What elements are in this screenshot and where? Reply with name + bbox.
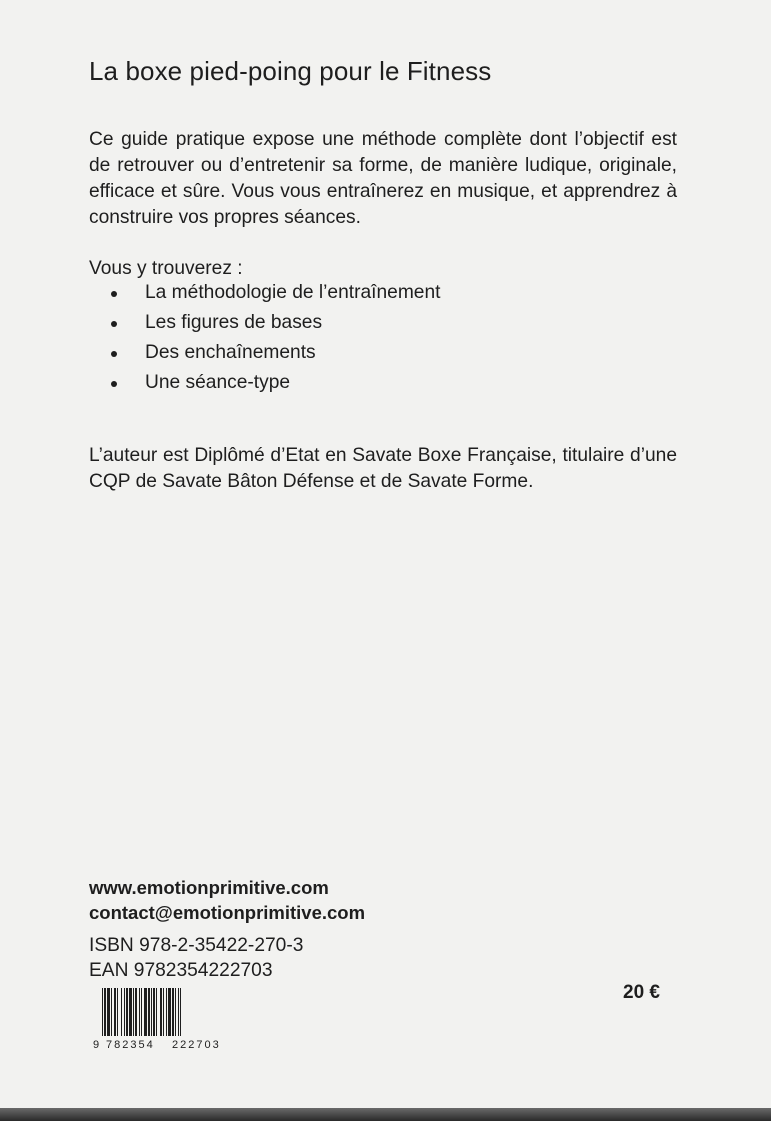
bullet-icon bbox=[111, 291, 117, 297]
barcode-bar bbox=[139, 988, 140, 1036]
page-bottom-edge bbox=[0, 1108, 771, 1121]
barcode-icon bbox=[92, 988, 242, 1050]
barcode-bar bbox=[175, 988, 176, 1036]
barcode-bar bbox=[124, 988, 125, 1036]
barcode-bar bbox=[156, 988, 157, 1036]
email-link[interactable]: contact@emotionprimitive.com bbox=[89, 902, 366, 923]
feature-label: Les figures de bases bbox=[145, 312, 323, 333]
barcode-bars bbox=[102, 988, 181, 1036]
list-item bbox=[108, 280, 440, 310]
features-intro: Vous y trouverez : bbox=[89, 258, 243, 279]
feature-label: Une séance-type bbox=[145, 372, 291, 393]
barcode-bar bbox=[117, 988, 118, 1036]
barcode-bar bbox=[148, 988, 150, 1036]
barcode-bar bbox=[172, 988, 174, 1036]
barcode-bar bbox=[126, 988, 128, 1036]
book-title: La boxe pied-poing pour le Fitness bbox=[89, 56, 492, 86]
barcode-bar bbox=[151, 988, 152, 1036]
barcode-bar bbox=[166, 988, 167, 1036]
barcode-bar bbox=[107, 988, 110, 1036]
barcode-bar bbox=[129, 988, 132, 1036]
barcode-digit-first: 9 bbox=[93, 1039, 100, 1050]
barcode-bar bbox=[104, 988, 106, 1036]
barcode-bar bbox=[135, 988, 137, 1036]
author-note: L’auteur est Diplômé d’Etat en Savate Boxe Française, titulaire d’une CQP de Savate Bâton Défense et de Savate Forme. bbox=[89, 445, 677, 492]
website-link[interactable]: www.emotionprimitive.com bbox=[89, 877, 329, 898]
barcode-bar bbox=[160, 988, 162, 1036]
barcode-bar bbox=[144, 988, 147, 1036]
book-description: Ce guide pratique expose une méthode complète dont l’objectif est de retrouver ou d’entretenir sa forme, de manière ludique, originale, efficace et sûre. Vous vous entraînerez en musique, et apprendrez à construire vos propres séances. bbox=[89, 129, 677, 228]
features-list bbox=[108, 280, 440, 400]
barcode-bar bbox=[114, 988, 116, 1036]
isbn-text: ISBN 978-2-35422-270-3 bbox=[89, 935, 304, 956]
identifiers-block bbox=[89, 933, 303, 983]
contact-block bbox=[89, 875, 365, 925]
ean-text: EAN 9782354222703 bbox=[89, 960, 273, 981]
barcode-bar bbox=[168, 988, 171, 1036]
barcode-bar bbox=[163, 988, 164, 1036]
barcode-digits-left: 782354 bbox=[106, 1039, 155, 1050]
barcode-bar bbox=[111, 988, 112, 1036]
bullet-icon bbox=[111, 381, 117, 387]
barcode-bar bbox=[102, 988, 103, 1036]
barcode-digits-right: 222703 bbox=[172, 1039, 221, 1050]
bullet-icon bbox=[111, 321, 117, 327]
bullet-icon bbox=[111, 351, 117, 357]
list-item bbox=[108, 310, 440, 340]
barcode-bar bbox=[141, 988, 142, 1036]
list-item bbox=[108, 370, 440, 400]
barcode-bar bbox=[178, 988, 179, 1036]
barcode-bar bbox=[180, 988, 181, 1036]
barcode-bar bbox=[121, 988, 122, 1036]
feature-label: Des enchaînements bbox=[145, 342, 316, 363]
list-item bbox=[108, 340, 440, 370]
barcode-bar bbox=[133, 988, 134, 1036]
feature-label: La méthodologie de l’entraînement bbox=[145, 282, 441, 303]
barcode-bar bbox=[153, 988, 155, 1036]
price-label: 20 € bbox=[623, 982, 660, 1003]
